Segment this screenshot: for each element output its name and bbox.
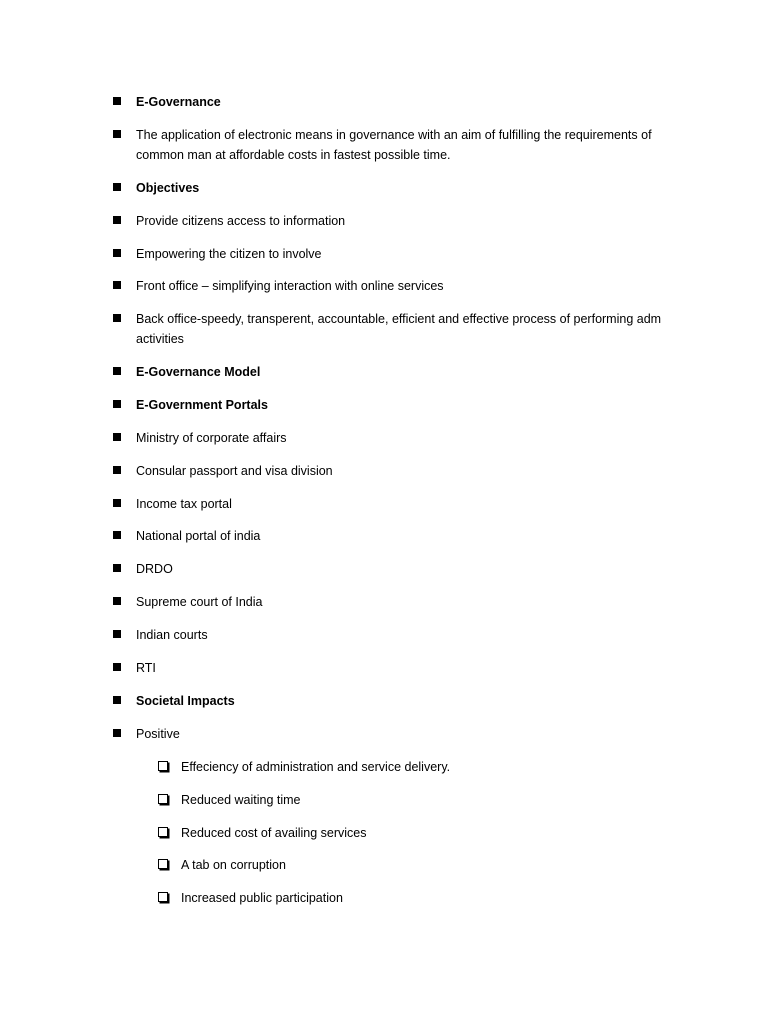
square-bullet-icon bbox=[113, 696, 121, 704]
square-bullet-icon bbox=[113, 433, 121, 441]
list-item-text: Front office – simplifying interaction with online services bbox=[136, 279, 444, 293]
square-bullet-icon bbox=[113, 183, 121, 191]
hollow-square-bullet-icon bbox=[158, 892, 168, 902]
square-bullet-icon bbox=[113, 249, 121, 257]
hollow-square-bullet-icon bbox=[158, 827, 168, 837]
hollow-square-bullet-icon bbox=[158, 761, 168, 771]
square-bullet-icon bbox=[113, 367, 121, 375]
square-bullet-icon bbox=[113, 499, 121, 507]
hollow-square-bullet-icon bbox=[158, 859, 168, 869]
square-bullet-icon bbox=[113, 130, 121, 138]
list-item-text: Objectives bbox=[136, 181, 200, 195]
list-item-text: Income tax portal bbox=[136, 497, 232, 511]
square-bullet-icon bbox=[113, 314, 121, 322]
square-bullet-icon bbox=[113, 97, 121, 105]
square-bullet-icon bbox=[113, 466, 121, 474]
list-item-text: Positive bbox=[136, 727, 180, 741]
square-bullet-icon bbox=[113, 597, 121, 605]
square-bullet-icon bbox=[113, 564, 121, 572]
square-bullet-icon bbox=[113, 729, 121, 737]
sub-list-item-text: Reduced cost of availing services bbox=[181, 826, 367, 840]
sub-list-item-text: Increased public participation bbox=[181, 891, 343, 905]
list-item-text: National portal of india bbox=[136, 529, 261, 543]
sub-list-item-text: A tab on corruption bbox=[181, 858, 286, 872]
list-item-text: E-Governance bbox=[136, 95, 221, 109]
square-bullet-icon bbox=[113, 531, 121, 539]
list-item-text: Empowering the citizen to involve bbox=[136, 247, 322, 261]
sub-list-item-text: Reduced waiting time bbox=[181, 793, 301, 807]
sub-list-item-text: Effeciency of administration and service delivery. bbox=[181, 760, 451, 774]
list-item-text: Supreme court of India bbox=[136, 595, 263, 609]
list-item-text: Back office-speedy, transperent, accountable, efficient and effective process of performing adm activities bbox=[136, 312, 662, 346]
square-bullet-icon bbox=[113, 281, 121, 289]
square-bullet-icon bbox=[113, 400, 121, 408]
square-bullet-icon bbox=[113, 630, 121, 638]
square-bullet-icon bbox=[113, 216, 121, 224]
list-item-text: Indian courts bbox=[136, 628, 208, 642]
list-item-text: Provide citizens access to information bbox=[136, 214, 346, 228]
list-item-text: E-Government Portals bbox=[136, 398, 268, 412]
list-item-text: RTI bbox=[136, 661, 156, 675]
hollow-square-bullet-icon bbox=[158, 794, 168, 804]
list-item-text: Ministry of corporate affairs bbox=[136, 431, 287, 445]
list-item-text: The application of electronic means in governance with an aim of fulfilling the requirements of common man at affordable costs in fastest possible time. bbox=[136, 128, 652, 162]
list-item-text: Consular passport and visa division bbox=[136, 464, 333, 478]
square-bullet-icon bbox=[113, 663, 121, 671]
list-item-text: E-Governance Model bbox=[136, 365, 261, 379]
list-item-text: DRDO bbox=[136, 562, 173, 576]
list-item-text: Societal Impacts bbox=[136, 694, 235, 708]
